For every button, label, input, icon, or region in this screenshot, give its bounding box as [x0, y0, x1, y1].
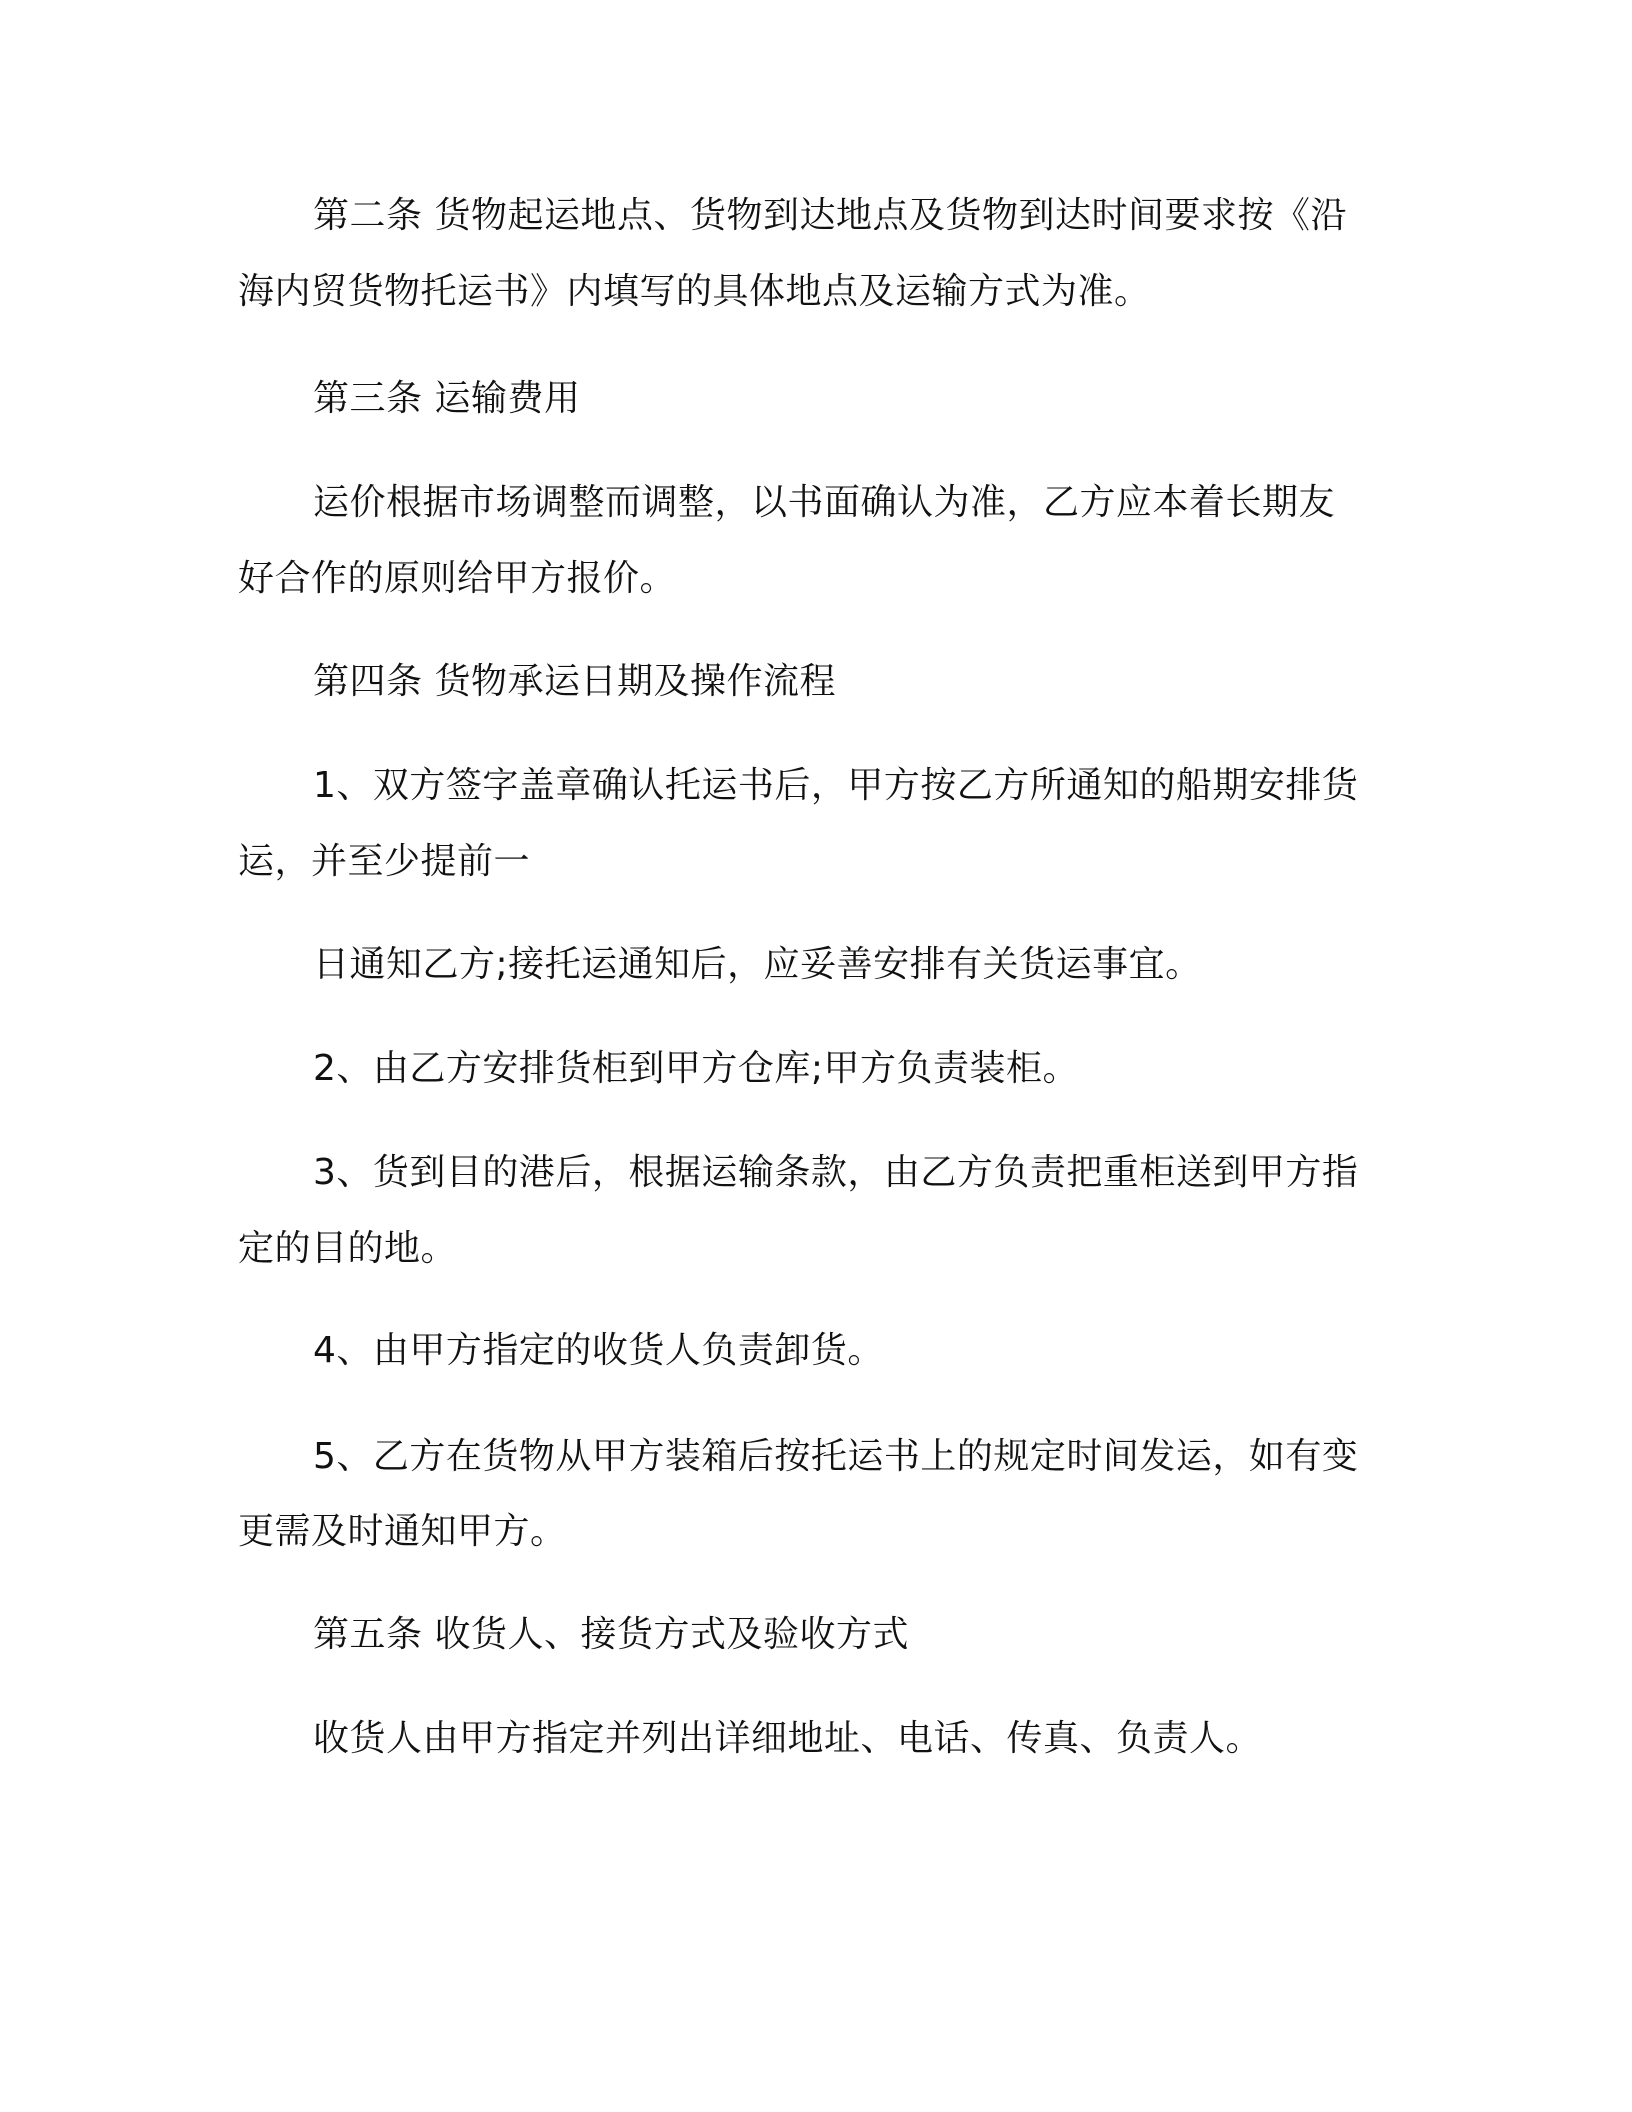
article-4-heading: 第四条 货物承运日期及操作流程	[313, 661, 836, 702]
item-4: 4、由甲方指定的收货人负责卸货。	[313, 1330, 884, 1371]
item-1-continuation: 日通知乙方;接托运通知后，应妥善安排有关货运事宜。	[313, 944, 1202, 985]
article-2-line-2: 海内贸货物托运书》内填写的具体地点及运输方式为准。	[238, 271, 1151, 312]
item-5-line-2: 更需及时通知甲方。	[238, 1511, 567, 1552]
item-5-line-1: 5、乙方在货物从甲方装箱后按托运书上的规定时间发运，如有变	[313, 1436, 1359, 1477]
article-5-heading: 第五条 收货人、接货方式及验收方式	[313, 1614, 909, 1655]
article-2-line-1: 第二条 货物起运地点、货物到达地点及货物到达时间要求按《沿	[313, 195, 1347, 236]
item-1-line-2: 运，并至少提前一	[238, 841, 531, 882]
item-3-line-2: 定的目的地。	[238, 1228, 458, 1269]
item-1-line-1: 1、双方签字盖章确认托运书后，甲方按乙方所通知的船期安排货	[313, 765, 1359, 806]
article-3-heading: 第三条 运输费用	[313, 378, 581, 419]
item-3-line-1: 3、货到目的港后，根据运输条款，由乙方负责把重柜送到甲方指	[313, 1152, 1359, 1193]
freight-rate-line-1: 运价根据市场调整而调整，以书面确认为准，乙方应本着长期友	[313, 482, 1336, 523]
consignee-line: 收货人由甲方指定并列出详细地址、电话、传真、负责人。	[313, 1718, 1263, 1759]
item-2: 2、由乙方安排货柜到甲方仓库;甲方负责装柜。	[313, 1048, 1080, 1089]
freight-rate-line-2: 好合作的原则给甲方报价。	[238, 558, 677, 599]
